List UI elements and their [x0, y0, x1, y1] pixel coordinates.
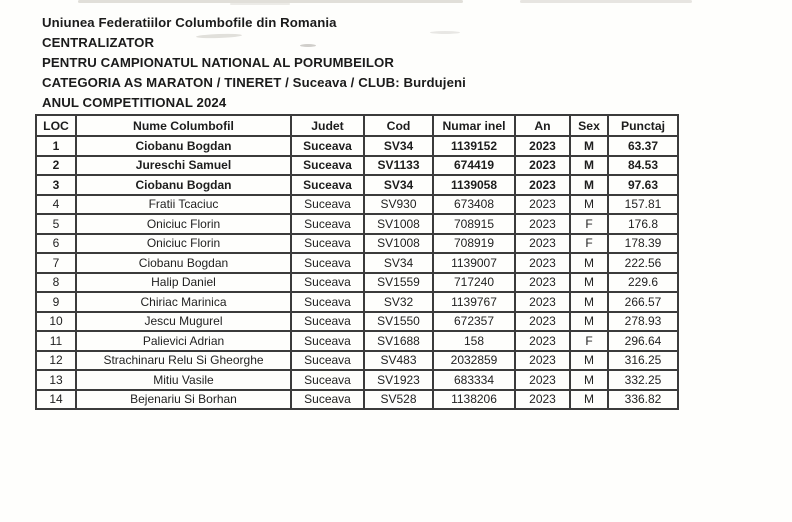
table-cell: SV34: [364, 136, 433, 156]
table-cell: 708919: [433, 234, 515, 254]
table-row: [36, 234, 678, 254]
table-cell: 157.81: [608, 195, 678, 215]
table-cell: 6: [36, 234, 76, 254]
table-cell: 5: [36, 214, 76, 234]
table-row: [36, 136, 678, 156]
column-header-5: An: [515, 115, 570, 136]
table-cell: 2023: [515, 292, 570, 312]
table-row: [36, 273, 678, 293]
table-cell: 4: [36, 195, 76, 215]
column-header-1: Nume Columbofil: [76, 115, 291, 136]
table-cell: 178.39: [608, 234, 678, 254]
table-cell: 2023: [515, 175, 570, 195]
table-cell: M: [570, 390, 608, 410]
table-cell: Strachinaru Relu Si Gheorghe: [76, 351, 291, 371]
table-cell: 278.93: [608, 312, 678, 332]
table-cell: SV1550: [364, 312, 433, 332]
table-cell: Mitiu Vasile: [76, 370, 291, 390]
table-cell: M: [570, 156, 608, 176]
table-cell: 266.57: [608, 292, 678, 312]
table-cell: M: [570, 195, 608, 215]
table-cell: Palievici Adrian: [76, 331, 291, 351]
table-cell: 2023: [515, 214, 570, 234]
table-cell: 316.25: [608, 351, 678, 371]
table-cell: 229.6: [608, 273, 678, 293]
table-cell: 13: [36, 370, 76, 390]
table-cell: M: [570, 136, 608, 156]
table-cell: F: [570, 331, 608, 351]
table-cell: Bejenariu Si Borhan: [76, 390, 291, 410]
doc-type-title: CENTRALIZATOR: [42, 34, 155, 50]
table-row: [36, 370, 678, 390]
table-cell: SV528: [364, 390, 433, 410]
column-header-2: Judet: [291, 115, 364, 136]
table-row: [36, 292, 678, 312]
table-cell: 1139058: [433, 175, 515, 195]
table-cell: Suceava: [291, 312, 364, 332]
table-cell: 673408: [433, 195, 515, 215]
table-cell: 9: [36, 292, 76, 312]
column-header-3: Cod: [364, 115, 433, 136]
table-cell: 717240: [433, 273, 515, 293]
table-cell: Suceava: [291, 351, 364, 371]
table-cell: Oniciuc Florin: [76, 234, 291, 254]
table-cell: Suceava: [291, 390, 364, 410]
federation-title: Uniunea Federatiilor Columbofile din Romania: [42, 15, 337, 30]
table-cell: F: [570, 214, 608, 234]
table-cell: 8: [36, 273, 76, 293]
table-cell: 2023: [515, 253, 570, 273]
table-cell: 222.56: [608, 253, 678, 273]
table-cell: Suceava: [291, 234, 364, 254]
table-cell: 84.53: [608, 156, 678, 176]
table-cell: 296.64: [608, 331, 678, 351]
table-header-row: [36, 115, 678, 136]
document-header: [42, 13, 466, 113]
table-cell: 2023: [515, 273, 570, 293]
table-cell: Chiriac Marinica: [76, 292, 291, 312]
table-cell: 7: [36, 253, 76, 273]
table-cell: Suceava: [291, 156, 364, 176]
table-cell: 2023: [515, 370, 570, 390]
column-header-6: Sex: [570, 115, 608, 136]
table-cell: Suceava: [291, 253, 364, 273]
column-header-0: LOC: [36, 115, 76, 136]
table-row: [36, 214, 678, 234]
table-cell: SV930: [364, 195, 433, 215]
table-cell: F: [570, 234, 608, 254]
table-cell: SV34: [364, 253, 433, 273]
competition-year: ANUL COMPETITIONAL 2024: [42, 94, 227, 110]
table-row: [36, 195, 678, 215]
column-header-7: Punctaj: [608, 115, 678, 136]
table-cell: SV32: [364, 292, 433, 312]
table-row: [36, 351, 678, 371]
table-cell: 2023: [515, 195, 570, 215]
table-cell: 11: [36, 331, 76, 351]
table-cell: Suceava: [291, 214, 364, 234]
table-cell: 2032859: [433, 351, 515, 371]
table-cell: 2023: [515, 351, 570, 371]
table-cell: M: [570, 292, 608, 312]
table-cell: M: [570, 370, 608, 390]
table-cell: Fratii Tcaciuc: [76, 195, 291, 215]
table-cell: SV1008: [364, 214, 433, 234]
table-cell: 10: [36, 312, 76, 332]
table-cell: M: [570, 273, 608, 293]
table-cell: SV483: [364, 351, 433, 371]
table-cell: 708915: [433, 214, 515, 234]
table-cell: 158: [433, 331, 515, 351]
table-cell: 2023: [515, 156, 570, 176]
table-cell: 12: [36, 351, 76, 371]
table-row: [36, 253, 678, 273]
table-cell: 332.25: [608, 370, 678, 390]
table-cell: 63.37: [608, 136, 678, 156]
results-table: [35, 114, 679, 410]
table-cell: 2023: [515, 312, 570, 332]
championship-title: PENTRU CAMPIONATUL NATIONAL AL PORUMBEILOR: [42, 54, 394, 70]
table-cell: 3: [36, 175, 76, 195]
table-cell: Ciobanu Bogdan: [76, 136, 291, 156]
table-cell: M: [570, 351, 608, 371]
scan-edge-artifact: [520, 0, 692, 3]
table-cell: Suceava: [291, 370, 364, 390]
table-cell: Suceava: [291, 195, 364, 215]
table-cell: 336.82: [608, 390, 678, 410]
table-cell: M: [570, 253, 608, 273]
table-cell: SV1923: [364, 370, 433, 390]
table-cell: SV34: [364, 175, 433, 195]
table-row: [36, 156, 678, 176]
table-cell: SV1559: [364, 273, 433, 293]
table-cell: 674419: [433, 156, 515, 176]
table-row: [36, 331, 678, 351]
table-cell: 672357: [433, 312, 515, 332]
table-cell: 2023: [515, 390, 570, 410]
table-cell: 2023: [515, 136, 570, 156]
table-cell: Ciobanu Bogdan: [76, 253, 291, 273]
table-cell: Suceava: [291, 331, 364, 351]
table-cell: Ciobanu Bogdan: [76, 175, 291, 195]
table-cell: Suceava: [291, 136, 364, 156]
table-cell: 2: [36, 156, 76, 176]
table-cell: Oniciuc Florin: [76, 214, 291, 234]
table-cell: 2023: [515, 234, 570, 254]
table-cell: M: [570, 175, 608, 195]
table-cell: 1139007: [433, 253, 515, 273]
table-cell: SV1133: [364, 156, 433, 176]
table-cell: Jureschi Samuel: [76, 156, 291, 176]
table-row: [36, 390, 678, 410]
table-cell: 1139767: [433, 292, 515, 312]
table-cell: 97.63: [608, 175, 678, 195]
category-line: CATEGORIA AS MARATON / TINERET / Suceava / CLUB: Burdujeni: [42, 74, 466, 90]
table-cell: SV1008: [364, 234, 433, 254]
table-cell: 176.8: [608, 214, 678, 234]
table-cell: 1: [36, 136, 76, 156]
table-cell: M: [570, 312, 608, 332]
table-cell: 683334: [433, 370, 515, 390]
table-cell: SV1688: [364, 331, 433, 351]
column-header-4: Numar inel: [433, 115, 515, 136]
table-cell: 1139152: [433, 136, 515, 156]
table-cell: Halip Daniel: [76, 273, 291, 293]
table-row: [36, 175, 678, 195]
table-cell: 14: [36, 390, 76, 410]
table-cell: Suceava: [291, 273, 364, 293]
table-cell: 2023: [515, 331, 570, 351]
table-cell: Suceava: [291, 175, 364, 195]
table-cell: Jescu Mugurel: [76, 312, 291, 332]
scan-edge-artifact: [230, 3, 290, 5]
table-cell: 1138206: [433, 390, 515, 410]
table-cell: Suceava: [291, 292, 364, 312]
table-row: [36, 312, 678, 332]
